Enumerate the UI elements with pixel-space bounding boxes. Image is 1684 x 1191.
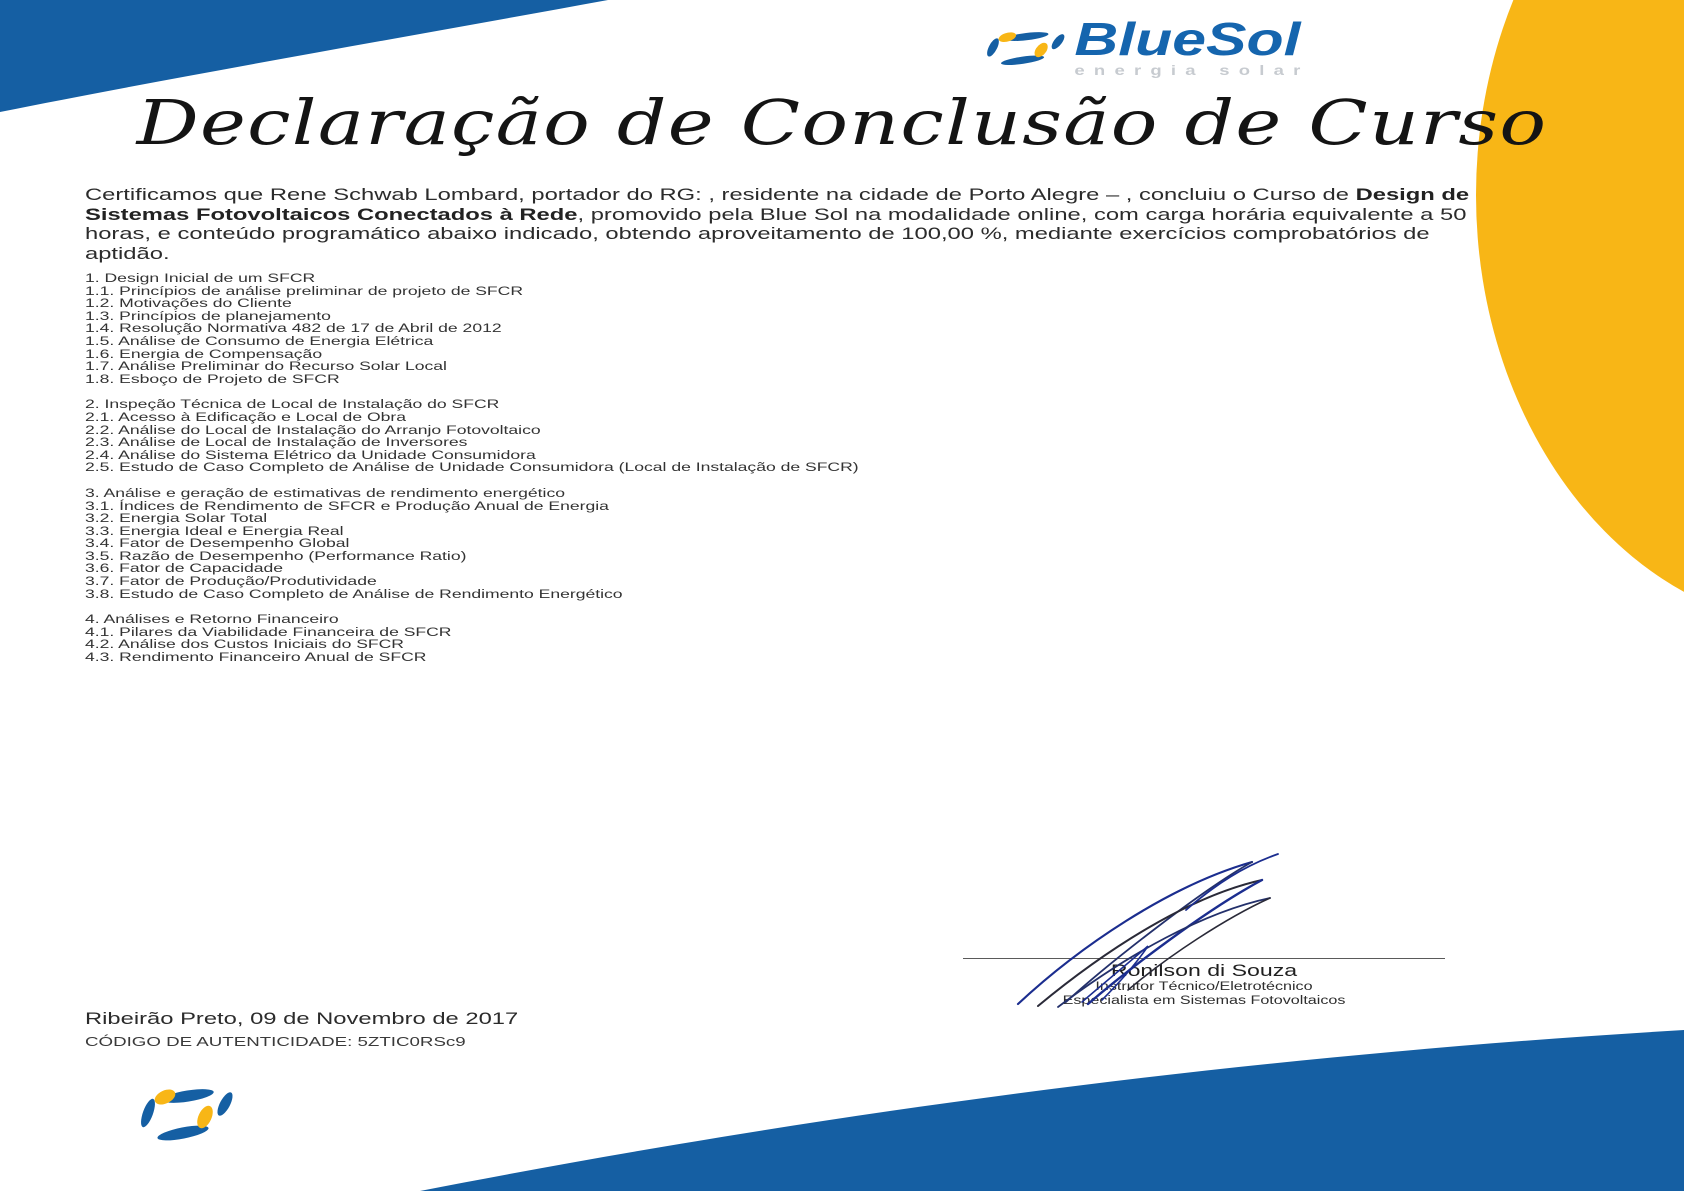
- course-name-bold: Design de Sistemas Fotovoltaicos Conectados à Rede: [85, 186, 1470, 224]
- course-item: 4. Análises e Retorno Financeiro: [85, 612, 339, 627]
- signer-role-1: Instrutor Técnico/Eletrotécnico: [1095, 981, 1313, 993]
- course-item: 3.7. Fator de Produção/Produtividade: [85, 574, 377, 589]
- paragraph-part2: , promovido pela Blue Sol na modalidade online, com carga horária equivalente a 50 horas, e conteúdo programático abaixo indicado, obtendo aproveitamento de 100,00 %, mediante exercícios comprobatórios de aptidão.: [85, 205, 1467, 263]
- course-item: 3. Análise e geração de estimativas de rendimento energético: [85, 485, 566, 500]
- course-section: [85, 398, 1525, 474]
- course-item: 2.1. Acesso à Edificação e Local de Obra: [85, 409, 406, 424]
- document-title: Declaração de Conclusão de Curso: [136, 86, 1548, 159]
- course-item: 1.6. Energia de Compensação: [85, 346, 323, 361]
- course-item: 3.1. Índices de Rendimento de SFCR e Produção Anual de Energia: [85, 498, 609, 513]
- course-section: [85, 272, 1525, 385]
- signature-line: [963, 958, 1445, 959]
- course-item: 1. Design Inicial de um SFCR: [85, 271, 316, 285]
- certification-paragraph: [85, 186, 1489, 264]
- course-item: 1.1. Princípios de análise preliminar de projeto de SFCR: [85, 283, 524, 298]
- paragraph-part1: Certificamos que Rene Schwab Lombard, portador do RG: , residente na cidade de Porto Alegre – , concluiu o Curso de: [85, 186, 1356, 204]
- course-item: 1.7. Análise Preliminar do Recurso Solar Local: [85, 359, 447, 374]
- course-item: 3.6. Fator de Capacidade: [85, 561, 284, 576]
- course-item: 2.5. Estudo de Caso Completo de Análise de Unidade Consumidora (Local de Instalação de SFCR): [85, 460, 859, 475]
- course-item: 1.4. Resolução Normativa 482 de 17 de Abril de 2012: [85, 321, 502, 336]
- course-item: 3.2. Energia Solar Total: [85, 511, 268, 526]
- logo-tagline: energia solar: [1074, 62, 1310, 78]
- course-item: 4.3. Rendimento Financeiro Anual de SFCR: [85, 650, 427, 665]
- place-date: Ribeirão Preto, 09 de Novembro de 2017: [85, 1010, 519, 1028]
- bluesol-logo: [982, 13, 1310, 78]
- course-item: 1.5. Análise de Consumo de Energia Elétrica: [85, 333, 434, 348]
- course-content-list: [85, 272, 1525, 677]
- signer-role-2: Especialista em Sistemas Fotovoltaicos: [1062, 994, 1346, 1007]
- course-item: 1.2. Motivações do Cliente: [85, 296, 292, 311]
- footer-left: [85, 1010, 518, 1049]
- signer-name: Ronilson di Souza: [1110, 962, 1298, 980]
- course-item: 1.8. Esboço de Projeto de SFCR: [85, 371, 340, 386]
- course-item: 1.3. Princípios de planejamento: [85, 308, 331, 323]
- course-section: [85, 487, 1525, 600]
- course-item: 4.2. Análise dos Custos Iniciais do SFCR: [85, 637, 404, 652]
- course-item: 3.4. Fator de Desempenho Global: [85, 536, 350, 551]
- course-item: 4.1. Pilares da Viabilidade Financeira de SFCR: [85, 624, 452, 639]
- logo-wordmark: BlueSol: [1074, 13, 1301, 65]
- bottom-left-pinwheel-icon: [128, 1086, 242, 1148]
- course-item: 3.5. Razão de Desempenho (Performance Ratio): [85, 548, 467, 563]
- course-section: [85, 613, 1525, 663]
- course-item: 2.2. Análise do Local de Instalação do Arranjo Fotovoltaico: [85, 422, 541, 437]
- course-item: 3.8. Estudo de Caso Completo de Análise de Rendimento Energético: [85, 586, 623, 601]
- course-item: 2.3. Análise de Local de Instalação de Inversores: [85, 435, 468, 450]
- course-item: 2.4. Análise do Sistema Elétrico da Unidade Consumidora: [85, 447, 536, 462]
- authenticity-code: CÓDIGO DE AUTENTICIDADE: 5ZTIC0RSc9: [85, 1034, 466, 1049]
- bluesol-pinwheel-icon: [982, 24, 1066, 76]
- course-item: 2. Inspeção Técnica de Local de Instalação do SFCR: [85, 397, 500, 412]
- signature-block: [963, 958, 1445, 1008]
- course-item: 3.3. Energia Ideal e Energia Real: [85, 523, 344, 538]
